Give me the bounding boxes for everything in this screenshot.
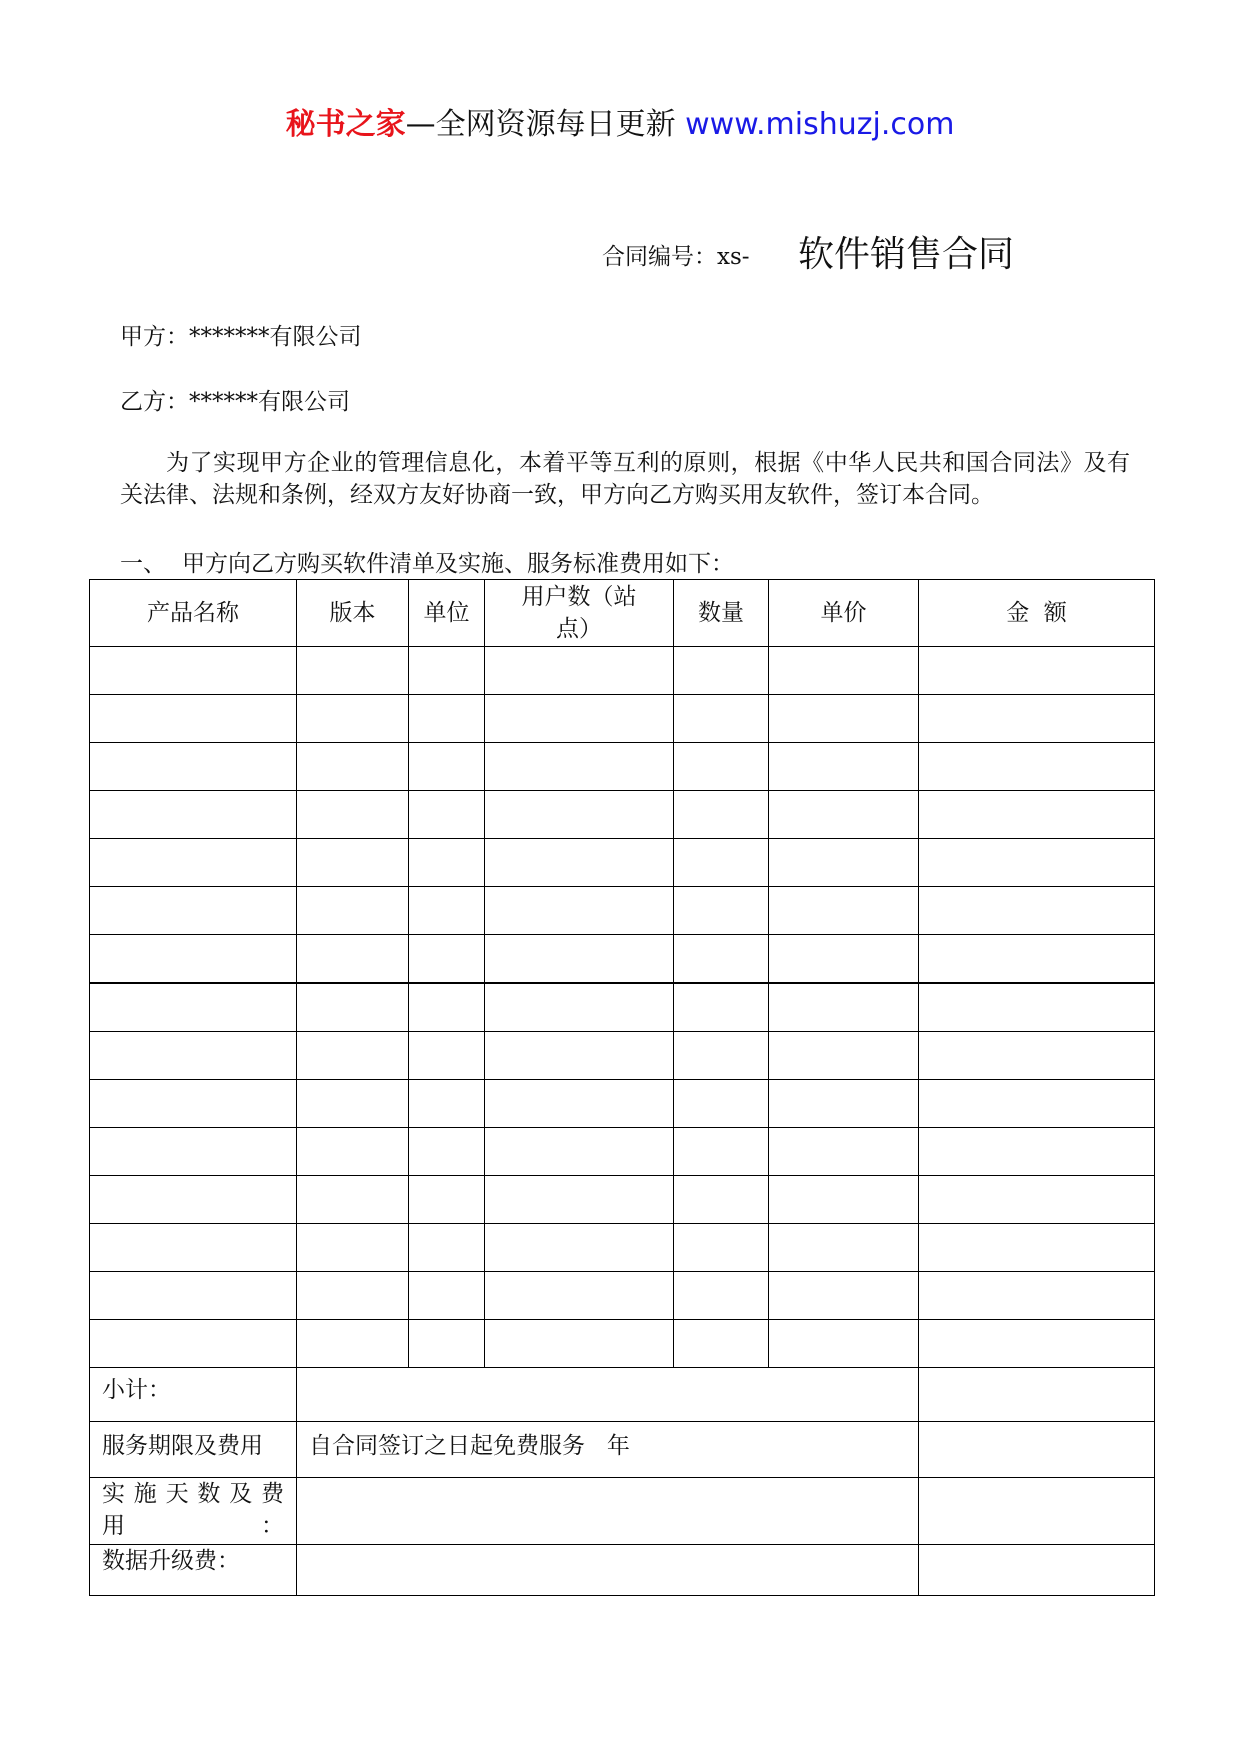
subtotal-amount[interactable] xyxy=(919,1368,1155,1422)
section-text: 甲方向乙方购买软件清单及实施、服务标准费用如下： xyxy=(182,551,734,577)
table-cell[interactable] xyxy=(409,1224,485,1272)
table-cell[interactable] xyxy=(90,791,297,839)
table-row xyxy=(90,983,1155,1032)
table-cell[interactable] xyxy=(919,839,1155,887)
table-cell[interactable] xyxy=(485,1128,674,1176)
intro-paragraph: 为了实现甲方企业的管理信息化，本着平等互利的原则，根据《中华人民共和国合同法》及有关法律、法规和条例，经双方友好协商一致，甲方向乙方购买用友软件，签订本合同。 xyxy=(120,450,1130,508)
table-cell[interactable] xyxy=(297,983,409,1032)
table-cell[interactable] xyxy=(485,1224,674,1272)
table-cell[interactable] xyxy=(90,935,297,984)
implementation-value[interactable] xyxy=(297,1478,919,1545)
table-cell[interactable] xyxy=(674,983,769,1032)
table-cell[interactable] xyxy=(485,1032,674,1080)
table-cell[interactable] xyxy=(919,983,1155,1032)
implementation-row xyxy=(90,1478,1155,1545)
table-cell[interactable] xyxy=(409,695,485,743)
section-heading xyxy=(120,545,734,578)
service-amount[interactable] xyxy=(919,1422,1155,1478)
column-header: 用户数（站点） xyxy=(485,580,674,647)
table-cell[interactable] xyxy=(90,1032,297,1080)
implementation-amount[interactable] xyxy=(919,1478,1155,1545)
table-cell[interactable] xyxy=(409,839,485,887)
table-cell[interactable] xyxy=(90,1224,297,1272)
table-cell[interactable] xyxy=(485,983,674,1032)
table-cell[interactable] xyxy=(769,1032,919,1080)
table-cell[interactable] xyxy=(919,791,1155,839)
table-row xyxy=(90,839,1155,887)
table-cell[interactable] xyxy=(674,1320,769,1368)
column-header: 单价 xyxy=(769,580,919,647)
table-cell[interactable] xyxy=(90,1176,297,1224)
table-cell[interactable] xyxy=(769,1320,919,1368)
table-cell[interactable] xyxy=(485,839,674,887)
column-header: 金 额 xyxy=(919,580,1155,647)
table-cell[interactable] xyxy=(409,647,485,695)
upgrade-label: 数据升级费： xyxy=(90,1545,297,1596)
table-cell[interactable] xyxy=(674,695,769,743)
table-cell[interactable] xyxy=(485,1320,674,1368)
table-cell[interactable] xyxy=(90,1320,297,1368)
table-row xyxy=(90,791,1155,839)
table-cell[interactable] xyxy=(674,1224,769,1272)
table-cell[interactable] xyxy=(674,743,769,791)
table-cell[interactable] xyxy=(769,1080,919,1128)
table-cell[interactable] xyxy=(769,647,919,695)
column-header: 版本 xyxy=(297,580,409,647)
table-cell[interactable] xyxy=(297,695,409,743)
table-cell[interactable] xyxy=(769,1224,919,1272)
table-cell[interactable] xyxy=(297,887,409,935)
table-cell[interactable] xyxy=(919,1176,1155,1224)
table-cell[interactable] xyxy=(769,1176,919,1224)
table-cell[interactable] xyxy=(409,1032,485,1080)
column-header: 单位 xyxy=(409,580,485,647)
table-cell[interactable] xyxy=(919,1032,1155,1080)
table-cell[interactable] xyxy=(769,1128,919,1176)
table-cell[interactable] xyxy=(674,1176,769,1224)
table-cell[interactable] xyxy=(409,887,485,935)
purchase-table xyxy=(89,579,1155,1596)
table-cell[interactable] xyxy=(919,1080,1155,1128)
banner-url[interactable]: www.mishuzj.com xyxy=(685,107,955,142)
table-cell[interactable] xyxy=(769,791,919,839)
table-cell[interactable] xyxy=(919,695,1155,743)
table-cell[interactable] xyxy=(485,695,674,743)
table-cell[interactable] xyxy=(769,743,919,791)
table-row xyxy=(90,1080,1155,1128)
table-row xyxy=(90,1032,1155,1080)
service-row xyxy=(90,1422,1155,1478)
table-cell[interactable] xyxy=(674,935,769,984)
party-a: 甲方：*******有限公司 xyxy=(120,324,362,350)
subtotal-value[interactable] xyxy=(297,1368,919,1422)
table-cell[interactable] xyxy=(297,1272,409,1320)
table-row xyxy=(90,1272,1155,1320)
table-cell[interactable] xyxy=(919,1272,1155,1320)
table-cell[interactable] xyxy=(919,935,1155,984)
table-cell[interactable] xyxy=(919,887,1155,935)
table-row xyxy=(90,935,1155,984)
table-cell[interactable] xyxy=(409,1272,485,1320)
table-cell[interactable] xyxy=(297,1128,409,1176)
table-cell[interactable] xyxy=(485,743,674,791)
subtotal-label: 小计： xyxy=(90,1368,297,1422)
table-cell[interactable] xyxy=(485,1272,674,1320)
table-cell[interactable] xyxy=(90,983,297,1032)
upgrade-value[interactable] xyxy=(297,1545,919,1596)
column-header: 产品名称 xyxy=(90,580,297,647)
table-cell[interactable] xyxy=(919,743,1155,791)
table-cell[interactable] xyxy=(297,1176,409,1224)
table-cell[interactable] xyxy=(297,743,409,791)
table-cell[interactable] xyxy=(919,1320,1155,1368)
table-cell[interactable] xyxy=(674,839,769,887)
table-row xyxy=(90,1320,1155,1368)
table-cell[interactable] xyxy=(297,647,409,695)
table-row xyxy=(90,1224,1155,1272)
table-cell[interactable] xyxy=(409,935,485,984)
implementation-label: 实施天数及费用： xyxy=(90,1478,297,1545)
table-row xyxy=(90,887,1155,935)
table-cell[interactable] xyxy=(674,1080,769,1128)
site-banner xyxy=(0,100,1240,150)
banner-brand: 秘书之家 xyxy=(285,107,406,142)
subtotal-row xyxy=(90,1368,1155,1422)
table-cell[interactable] xyxy=(485,887,674,935)
table-cell[interactable] xyxy=(674,791,769,839)
table-cell[interactable] xyxy=(409,743,485,791)
table-row xyxy=(90,1176,1155,1224)
table-row xyxy=(90,1128,1155,1176)
party-b: 乙方：******有限公司 xyxy=(120,389,350,415)
table-cell[interactable] xyxy=(409,1080,485,1128)
column-header: 数量 xyxy=(674,580,769,647)
table-cell[interactable] xyxy=(769,887,919,935)
table-cell[interactable] xyxy=(297,1032,409,1080)
table-cell[interactable] xyxy=(297,1080,409,1128)
table-cell[interactable] xyxy=(485,1176,674,1224)
table-cell[interactable] xyxy=(769,1272,919,1320)
table-cell[interactable] xyxy=(674,1272,769,1320)
table-cell[interactable] xyxy=(674,1128,769,1176)
table-cell[interactable] xyxy=(409,791,485,839)
table-cell[interactable] xyxy=(769,983,919,1032)
table-cell[interactable] xyxy=(919,1224,1155,1272)
upgrade-row xyxy=(90,1545,1155,1596)
table-cell[interactable] xyxy=(90,887,297,935)
table-cell[interactable] xyxy=(769,695,919,743)
table-cell[interactable] xyxy=(90,695,297,743)
banner-slogan: —全网资源每日更新 xyxy=(405,107,676,142)
table-cell[interactable] xyxy=(769,839,919,887)
upgrade-amount[interactable] xyxy=(919,1545,1155,1596)
table-cell[interactable] xyxy=(485,935,674,984)
table-cell[interactable] xyxy=(919,1128,1155,1176)
table-row xyxy=(90,695,1155,743)
table-cell[interactable] xyxy=(297,791,409,839)
table-cell[interactable] xyxy=(90,743,297,791)
table-cell[interactable] xyxy=(297,839,409,887)
table-cell[interactable] xyxy=(90,647,297,695)
document-title: 软件销售合同 xyxy=(798,234,1015,275)
table-cell[interactable] xyxy=(409,1320,485,1368)
table-cell[interactable] xyxy=(297,935,409,984)
service-value[interactable]: 自合同签订之日起免费服务 年 xyxy=(297,1422,919,1478)
table-cell[interactable] xyxy=(90,1272,297,1320)
table-cell[interactable] xyxy=(409,1128,485,1176)
table-cell[interactable] xyxy=(297,1320,409,1368)
table-cell[interactable] xyxy=(485,1080,674,1128)
table-cell[interactable] xyxy=(485,647,674,695)
table-cell[interactable] xyxy=(919,647,1155,695)
table-cell[interactable] xyxy=(90,1080,297,1128)
service-label: 服务期限及费用 xyxy=(90,1422,297,1478)
table-cell[interactable] xyxy=(409,983,485,1032)
table-cell[interactable] xyxy=(409,1176,485,1224)
table-row xyxy=(90,647,1155,695)
table-cell[interactable] xyxy=(485,791,674,839)
contract-number: 合同编号：xs- xyxy=(602,244,750,270)
table-cell[interactable] xyxy=(674,887,769,935)
table-cell[interactable] xyxy=(90,839,297,887)
table-row xyxy=(90,743,1155,791)
table-header-row xyxy=(90,580,1155,647)
section-number: 一、 xyxy=(120,551,166,577)
table-cell[interactable] xyxy=(769,935,919,984)
table-cell[interactable] xyxy=(90,1128,297,1176)
table-cell[interactable] xyxy=(674,1032,769,1080)
table-cell[interactable] xyxy=(297,1224,409,1272)
table-cell[interactable] xyxy=(674,647,769,695)
